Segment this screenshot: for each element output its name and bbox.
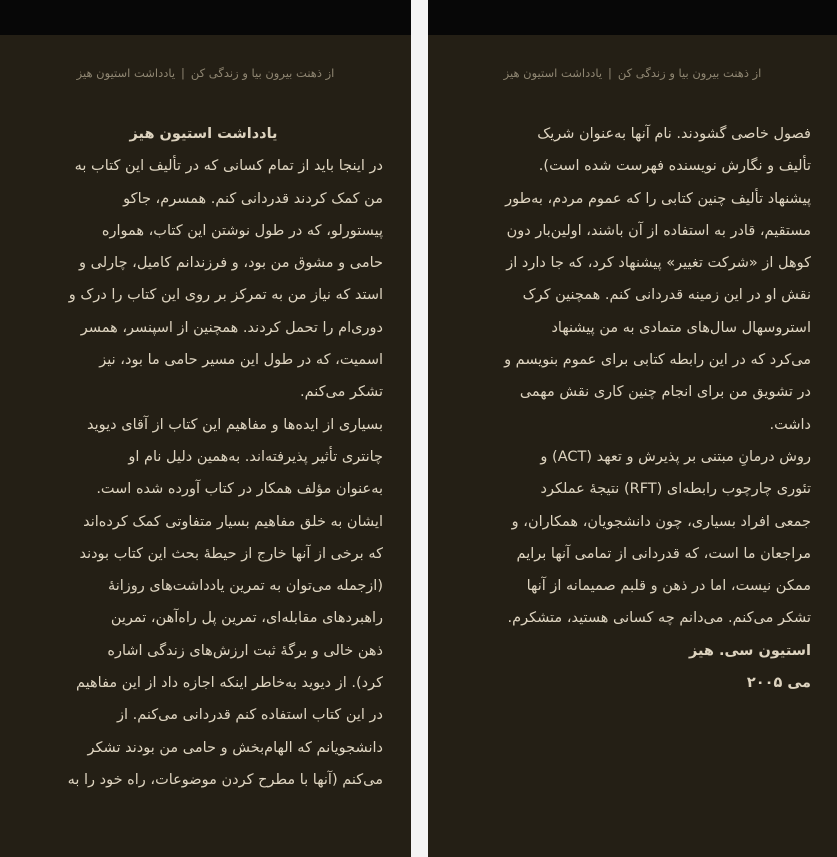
text-line: دانشجویانم که الهام‌بخش و حامی من بودند تشکر [87, 739, 383, 756]
signature-date: می ۲۰۰۵ [746, 675, 811, 692]
section-heading: یادداشت استیون هیز [129, 126, 278, 142]
text-line: که برخی از آنها خارج از حیطهٔ بحث این کتاب بودند [79, 545, 383, 562]
signature-name: استیون سی. هیز [688, 642, 811, 659]
text-line: جمعی افراد بسیاری، چون دانشجویان، همکاران، و [511, 513, 811, 530]
text-line: کرد). از دیوید به‌خاطر اینکه اجازه داد از این مفاهیم [76, 675, 383, 692]
text-line: تشکر می‌کنم. می‌دانم چه کسانی هستید، متشکرم. [507, 610, 811, 627]
text-line: در این کتاب استفاده کنم قدردانی می‌کنم. از [116, 707, 383, 724]
text-line: دوری‌ام را تحمل کردند. همچنین از اسپنسر، همسر [80, 319, 383, 336]
text-line: مراجعان ما است، که قدردانی از تمامی آنها برایم [516, 545, 811, 562]
text-line: چانتری تأثیر پذیرفته‌اند. به‌همین دلیل نام او [128, 448, 383, 465]
text-line: می‌کنم (آنها با مطرح کردن موضوعات، راه خود را به [67, 771, 383, 788]
running-header [20, 64, 391, 82]
top-status-bar [428, 0, 837, 35]
header-book-title: از ذهنت بیرون بیا و زندگی کن [190, 66, 335, 80]
text-line: داشت. [769, 416, 811, 433]
text-line: مستقیم، قادر به استفاده از آن باشند، اولین‌بار دون [506, 222, 811, 239]
left-page-text [24, 118, 383, 796]
text-line: نقش او در این زمینه قدردانی کنم. همچنین کرک [522, 287, 811, 304]
text-line: تئوری چارچوب رابطه‌ای (RFT) نتیجهٔ عملکرد [540, 481, 811, 498]
text-line: تألیف و نگارش نویسنده فهرست شده است). [538, 158, 811, 175]
text-line: (ازجمله می‌توان به تمرین یادداشت‌های روزانهٔ [107, 578, 383, 595]
right-page-text [450, 118, 811, 699]
page-divider [411, 0, 428, 857]
left-page [0, 0, 411, 857]
text-line: من کمک کردند قدردانی کنم. همسرم، جاکو [123, 190, 383, 207]
text-line: استروسهال سال‌های متمادی به من پیشنهاد [551, 319, 811, 336]
text-line: ذهن خالی و برگهٔ ثبت ارزش‌های زندگی اشاره [107, 642, 383, 659]
text-line: راهبردهای مقابله‌ای، تمرین پل راه‌آهن، تمرین [110, 610, 383, 627]
text-line: می‌کرد که در این رابطه کتابی برای عموم بنویسم و [504, 352, 811, 369]
text-line: به‌عنوان مؤلف همکار در کتاب آورده شده است. [96, 481, 383, 498]
text-line: کوهل از «شرکت تغییر» پیشنهاد کرد، که جا دارد از [506, 255, 811, 272]
text-line: بسیاری از ایده‌ها و مفاهیم این کتاب از آقای دیوید [87, 416, 383, 433]
text-line: استد که نیاز من به تمرکز بر روی این کتاب را درک و [68, 287, 383, 304]
top-status-bar [0, 0, 411, 35]
text-line: ایشان به خلق مفاهیم بسیار متفاوتی کمک کرده‌اند [83, 513, 383, 530]
text-line: اسمیت، که در طول این مسیر حامی ما بود، نیز [99, 352, 383, 369]
text-line: پیستورلو، که در طول نوشتن این کتاب، همواره [101, 222, 383, 239]
header-separator: | [608, 66, 612, 80]
header-section-title: یادداشت استیون هیز [503, 66, 603, 80]
text-line: در اینجا باید از تمام کسانی که در تألیف این کتاب به [74, 158, 383, 175]
text-line: در تشویق من برای انجام چنین کاری نقش مهمی [519, 384, 811, 401]
header-book-title: از ذهنت بیرون بیا و زندگی کن [617, 66, 762, 80]
header-separator: | [181, 66, 185, 80]
text-line: فصول خاصی گشودند. نام آنها به‌عنوان شریک [537, 126, 811, 142]
text-line: پیشنهاد تألیف چنین کتابی را که عموم مردم، به‌طور [505, 190, 811, 207]
right-page [428, 0, 837, 857]
header-section-title: یادداشت استیون هیز [76, 66, 176, 80]
text-line: ممکن نیست، اما در ذهن و قلبم صمیمانه از آنها [526, 578, 811, 595]
text-line: تشکر می‌کنم. [300, 384, 383, 401]
text-line: روش درمانِ مبتنی بر پذیرش و تعهد (ACT) و [540, 448, 811, 465]
text-line: حامی و مشوق من بود، و فرزندانم کامیل، چارلی و [79, 255, 383, 272]
running-header [448, 64, 817, 82]
